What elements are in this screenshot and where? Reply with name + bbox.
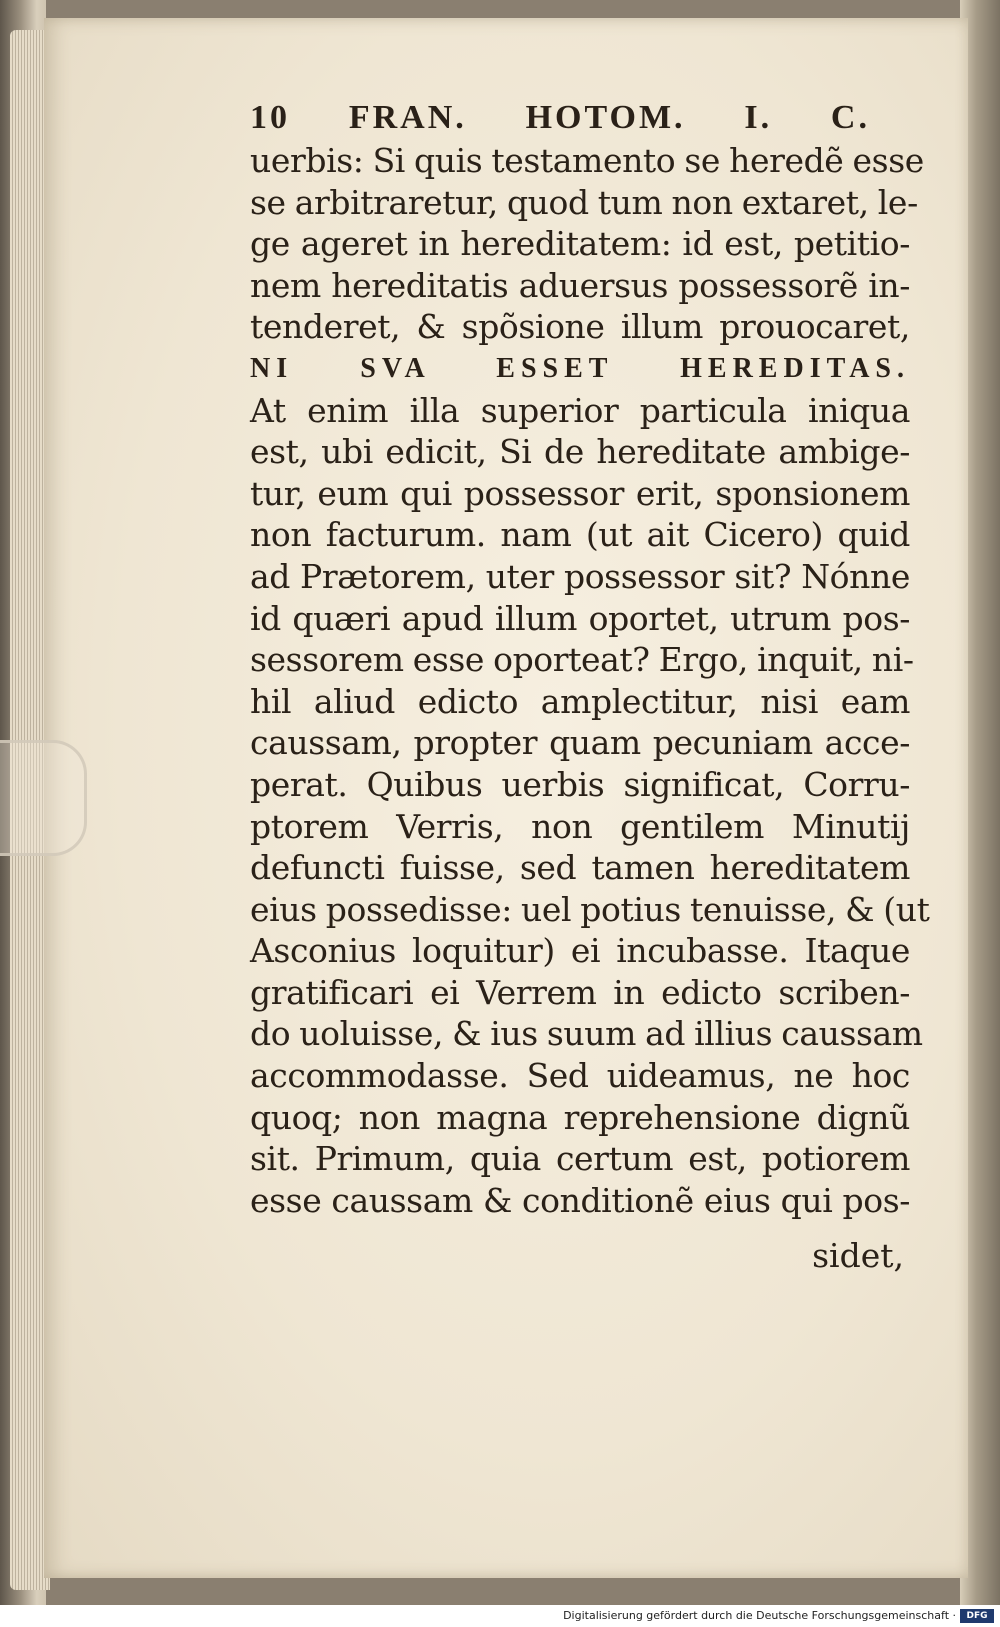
running-head-word: HOTOM. — [525, 99, 686, 136]
catchword: sidet, — [812, 1236, 904, 1276]
text-line: tenderet, & spõsione illum prouocaret, — [250, 307, 910, 347]
text-line: est, ubi edicit, Si de hereditate ambige- — [250, 432, 910, 472]
text-line: perat. Quibus uerbis significat, Corru- — [250, 764, 910, 804]
text-line: sessorem esse oporteat? Ergo, inquit, ni- — [250, 640, 914, 680]
text-line: quoq; non magna reprehensione dignũ — [250, 1097, 910, 1137]
dfg-logo: DFG — [960, 1609, 994, 1623]
text-line: se arbitraretur, quod tum non extaret, le- — [250, 182, 918, 222]
text-line: uerbis: Si quis testamento se heredẽ esse — [250, 141, 924, 180]
text-line: ge ageret in hereditatem: id est, petitio- — [250, 224, 910, 264]
text-line: ad Prætorem, uter possessor sit? Nónne — [250, 556, 910, 596]
text-line: id quæri apud illum oportet, utrum pos- — [250, 598, 910, 638]
page-clip — [0, 740, 87, 856]
text-line: defuncti fuisse, sed tamen hereditatem — [250, 848, 910, 888]
text-line: non facturum. nam (ut ait Cicero) quid — [250, 515, 910, 555]
text-line: hil aliud edicto amplectitur, nisi eam — [250, 681, 910, 721]
page-number: 10 — [250, 99, 290, 136]
footer-credit — [0, 1605, 1000, 1627]
text-line: caussam, propter quam pecuniam acce- — [250, 723, 910, 763]
text-line: ptorem Verris, non gentilem Minutij — [250, 806, 910, 846]
text-line: Asconius loquitur) ei incubasse. Itaque — [250, 931, 910, 971]
text-line-caps: NI SVA ESSET HEREDITAS. — [250, 352, 910, 384]
text-line: eius possedisse: uel potius tenuisse, & (ut — [250, 889, 930, 929]
text-line: gratificari ei Verrem in edicto scriben- — [250, 972, 910, 1012]
text-line: accommodasse. Sed uideamus, ne hoc — [250, 1056, 910, 1096]
running-head-word: C. — [830, 99, 870, 136]
running-head — [250, 96, 910, 140]
text-line: nem hereditatis aduersus possessorẽ in- — [250, 265, 910, 305]
text-line: sit. Primum, quia certum est, potiorem — [250, 1139, 910, 1179]
funding-credit: Digitalisierung gefördert durch die Deutsche Forschungsgemeinschaft · — [563, 1609, 956, 1622]
running-head-word: I. — [744, 99, 773, 136]
running-head-word: FRAN. — [348, 99, 467, 136]
text-block — [250, 96, 930, 1277]
text-line: At enim illa superior particula iniqua — [250, 390, 910, 430]
text-line: esse caussam & conditionẽ eius qui pos- — [250, 1180, 910, 1220]
body-text — [250, 140, 930, 1221]
text-line: do uoluisse, & ius suum ad illius caussam — [250, 1014, 923, 1054]
text-line: tur, eum qui possessor erit, sponsionem — [250, 473, 910, 513]
